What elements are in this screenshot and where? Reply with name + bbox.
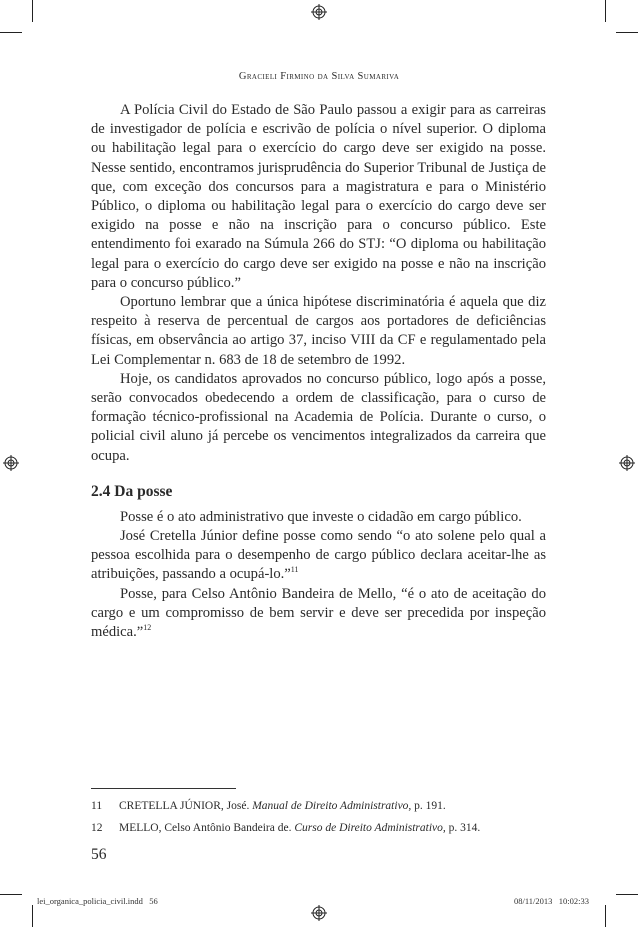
- running-header: Gracieli Firmino da Silva Sumariva: [238, 71, 400, 82]
- paragraph-text: Posse, para Celso Antônio Bandeira de Mello, “é o ato de aceitação do cargo e um compromisso de bem servir e deve ser precedida por inspeção médica.”: [91, 585, 546, 641]
- crop-mark: [32, 905, 33, 927]
- footnote: [91, 795, 561, 817]
- crop-mark: [0, 894, 22, 895]
- paragraph: [91, 508, 546, 527]
- crop-mark: [616, 894, 638, 895]
- registration-mark-icon: [619, 455, 635, 471]
- footnote-text: [119, 822, 480, 834]
- crop-mark: [605, 0, 606, 22]
- paragraph: Hoje, os candidatos aprovados no concurso público, logo após a posse, serão convocados obedecendo a ordem de classificação, para o curso de formação técnico-profissional na Academia de Polícia. Durante o curso, o policial civil aluno já percebe os vencimentos integralizados da carreira que ocupa.: [91, 370, 546, 464]
- footnote-title: Manual de Direito Administrativo,: [252, 800, 412, 812]
- footnote-number: 11: [91, 800, 103, 812]
- footnote-author: CRETELLA JÚNIOR, José.: [119, 800, 250, 812]
- footnote-title: Curso de Direito Administrativo,: [294, 822, 446, 834]
- footnote-pages: p. 191.: [414, 800, 446, 812]
- registration-mark-icon: [3, 455, 19, 471]
- paragraph-text: Posse é o ato administrativo que investe o cidadão em cargo público.: [120, 508, 522, 525]
- footnote-author: MELLO, Celso Antônio Bandeira de.: [119, 822, 292, 834]
- registration-mark-icon: [311, 4, 327, 20]
- slug-date: 08/11/2013 10:02:33: [514, 896, 590, 906]
- page-body: [91, 101, 546, 642]
- footnote-divider: [91, 788, 236, 789]
- page-number: 56: [91, 846, 107, 863]
- footnote-number: 12: [91, 822, 103, 834]
- paragraph-text: José Cretella Júnior define posse como sendo “o ato solene pelo qual a pessoa escolhida para o desempenho de cargo público declara aceitar-lhe as atribuições, passando a ocupá-lo.”: [91, 528, 546, 583]
- footnote-ref[interactable]: 12: [143, 623, 152, 633]
- footnotes: [91, 795, 561, 839]
- paragraph: A Polícia Civil do Estado de São Paulo passou a exigir para as carreiras de investigador de polícia e escrivão de polícia o nível superior. O diploma ou habilitação legal para o exercício do cargo deve ser exigido na posse. Nesse sentido, encontramos jurisprudência do Superior Tribunal de Justiça de que, com exceção dos concursos para a magistratura e para o Ministério Público, o diploma ou habilitação legal para o exercício do cargo deve ser exigido na posse e não na inscrição para o concurso público. Este entendimento foi exarado na Súmula 266 do STJ: “O diploma ou habilitação legal para o exercício do cargo deve ser exigido na posse e não na inscrição para o concurso público.”: [91, 102, 546, 291]
- slug-file: lei_organica_policia_civil.indd 56: [37, 896, 158, 906]
- crop-mark: [0, 32, 22, 33]
- section-heading: 2.4 Da posse: [91, 482, 173, 500]
- footnote-ref[interactable]: 11: [290, 565, 299, 575]
- paragraph: [91, 527, 546, 585]
- registration-mark-icon: [311, 905, 327, 921]
- crop-mark: [616, 32, 638, 33]
- footnote-text: [119, 800, 446, 812]
- paragraph: Oportuno lembrar que a única hipótese discriminatória é aquela que diz respeito à reserva de percentual de cargos aos portadores de deficiências físicas, em observância ao artigo 37, inciso VIII da CF e regulamentado pela Lei Complementar n. 683 de 18 de setembro de 1992.: [91, 294, 546, 368]
- footnote-pages: p. 314.: [448, 822, 481, 834]
- crop-mark: [605, 905, 606, 927]
- footnote: [91, 817, 561, 839]
- paragraph: [91, 585, 546, 643]
- crop-mark: [32, 0, 33, 22]
